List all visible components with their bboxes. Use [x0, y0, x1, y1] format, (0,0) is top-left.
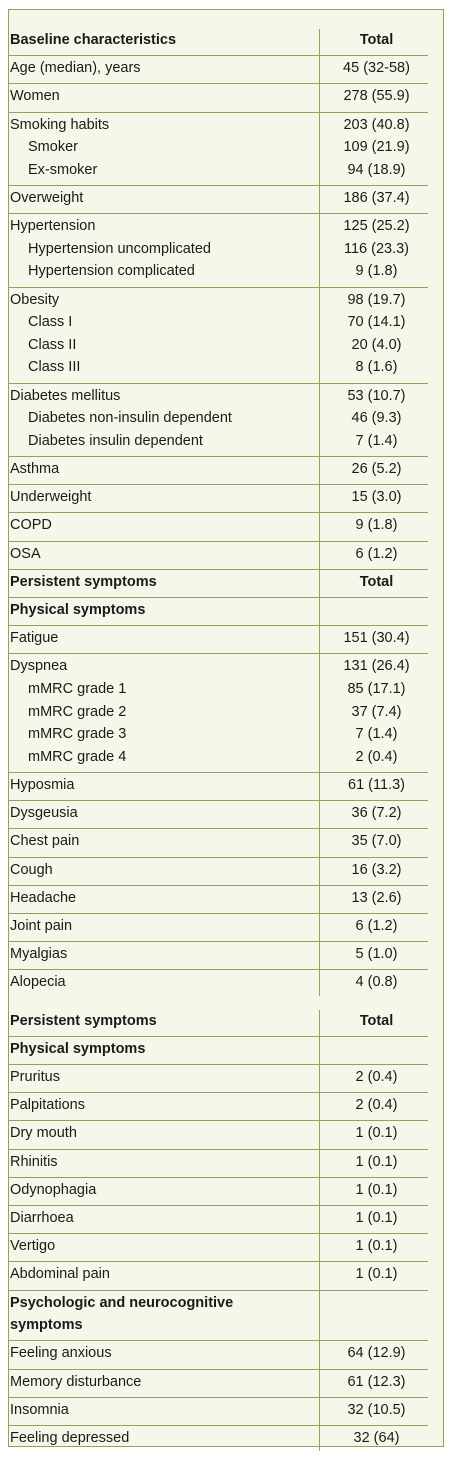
table-row — [8, 971, 428, 999]
table-row — [8, 1094, 428, 1122]
row-value: 6 (1.2) — [355, 918, 398, 934]
row-sublabel: Class I — [28, 314, 73, 331]
row-label: Joint pain — [10, 918, 73, 934]
row-label: Feeling anxious — [10, 1345, 112, 1362]
row-separator — [8, 941, 428, 942]
row-separator — [8, 1036, 428, 1037]
row-separator — [8, 541, 428, 542]
row-value: 9 (1.8) — [355, 517, 398, 534]
row-value: 203 (40.8) — [343, 116, 410, 133]
row-value: 6 (1.2) — [355, 545, 398, 562]
table-row — [8, 1151, 428, 1179]
table-row — [8, 1179, 428, 1207]
row-value: 5 (1.0) — [355, 946, 398, 963]
row-value: 46 (9.3) — [351, 410, 402, 427]
table-row — [8, 85, 428, 113]
row-sublabel: Class II — [28, 336, 77, 353]
row-value: 94 (18.9) — [347, 161, 406, 178]
table-row — [8, 1399, 428, 1427]
table-row — [8, 29, 428, 57]
row-separator — [8, 512, 428, 513]
row-sublabel: Diabetes non-insulin dependent — [28, 410, 232, 427]
row-value: 61 (12.3) — [347, 1373, 406, 1390]
row-separator — [8, 913, 428, 914]
row-separator — [8, 1149, 428, 1150]
table-row — [8, 1207, 428, 1235]
row-value: 8 (1.6) — [355, 359, 398, 376]
table-row — [8, 1038, 428, 1066]
row-separator — [8, 1425, 428, 1426]
row-separator — [8, 1261, 428, 1262]
row-sublabel: Diabetes insulin dependent — [28, 432, 203, 449]
table-row — [8, 1371, 428, 1399]
row-label: Physical symptoms — [10, 602, 146, 618]
row-value: 7 (1.4) — [355, 726, 398, 743]
row-separator — [8, 185, 428, 186]
row-value: 16 (3.2) — [351, 861, 402, 878]
table-row — [8, 114, 428, 187]
table-row — [8, 887, 428, 915]
row-separator — [8, 1397, 428, 1398]
row-value: 9 (1.8) — [355, 263, 398, 280]
row-value: Total — [359, 573, 394, 590]
row-label: Underweight — [10, 489, 92, 506]
row-value: 7 (1.4) — [355, 432, 398, 449]
row-value: 278 (55.9) — [343, 88, 410, 105]
row-sublabel: mMRC grade 1 — [28, 680, 127, 697]
row-value: 109 (21.9) — [343, 139, 410, 156]
row-sublabel: Smoker — [28, 139, 78, 156]
table-row — [8, 830, 428, 858]
row-separator — [8, 1205, 428, 1206]
table-row — [8, 458, 428, 486]
row-label: Psychologic and neurocognitive — [10, 1294, 234, 1311]
row-value: 20 (4.0) — [351, 336, 402, 353]
row-label: OSA — [10, 545, 41, 562]
row-value: 32 (64) — [353, 1430, 400, 1446]
row-separator — [8, 1092, 428, 1093]
row-separator — [8, 287, 428, 288]
row-sublabel: Class III — [28, 359, 81, 376]
table-row — [8, 1010, 428, 1038]
row-label: Dysgeusia — [10, 805, 78, 822]
row-label: Dry mouth — [10, 1125, 77, 1142]
row-value: Total — [359, 1012, 394, 1029]
row-sublabel: mMRC grade 2 — [28, 703, 127, 720]
column-divider — [319, 1010, 320, 1452]
row-separator — [8, 1369, 428, 1370]
row-sublabel: Hypertension uncomplicated — [28, 240, 211, 257]
table-row — [8, 774, 428, 802]
row-label: Persistent symptoms — [10, 573, 157, 590]
row-separator — [8, 828, 428, 829]
row-separator — [8, 1120, 428, 1121]
row-separator — [8, 772, 428, 773]
row-separator — [8, 1340, 428, 1341]
row-separator — [8, 969, 428, 970]
table-row — [8, 187, 428, 215]
row-label: Diarrhoea — [10, 1210, 74, 1226]
row-separator — [8, 885, 428, 886]
row-label: Physical symptoms — [10, 1040, 146, 1057]
row-separator — [8, 112, 428, 113]
row-value: Total — [359, 32, 394, 48]
row-label: COPD — [10, 517, 52, 534]
table-row — [8, 385, 428, 458]
row-label: Chest pain — [10, 833, 80, 850]
row-separator — [8, 800, 428, 801]
row-value: 1 (0.1) — [355, 1266, 398, 1283]
row-value: 32 (10.5) — [347, 1401, 406, 1418]
row-separator — [8, 83, 428, 84]
row-separator — [8, 1290, 428, 1291]
row-label: Cough — [10, 861, 53, 878]
row-separator — [8, 1064, 428, 1065]
row-label: Feeling depressed — [10, 1430, 130, 1446]
row-label: Baseline characteristics — [10, 32, 177, 48]
row-value: 37 (7.4) — [351, 703, 402, 720]
row-label: Vertigo — [10, 1238, 56, 1255]
row-value: 1 (0.1) — [355, 1210, 398, 1226]
row-separator — [8, 597, 428, 598]
row-label: Odynophagia — [10, 1181, 97, 1198]
row-separator — [8, 653, 428, 654]
row-label: Age (median), years — [10, 60, 141, 77]
row-value: 116 (23.3) — [343, 240, 410, 257]
table-row — [8, 1263, 428, 1291]
table-row — [8, 289, 428, 385]
row-value: 53 (10.7) — [347, 387, 406, 404]
table-row — [8, 514, 428, 542]
row-separator — [8, 484, 428, 485]
table-row — [8, 543, 428, 571]
table-row — [8, 1122, 428, 1150]
row-value: 64 (12.9) — [347, 1345, 406, 1362]
row-value: 13 (2.6) — [351, 889, 402, 906]
row-value: 131 (26.4) — [343, 658, 410, 675]
row-label: Smoking habits — [10, 116, 110, 133]
row-label: Palpitations — [10, 1097, 85, 1114]
row-separator — [8, 625, 428, 626]
row-label: Fatigue — [10, 630, 59, 647]
row-value: 1 (0.1) — [355, 1238, 398, 1255]
row-value: 125 (25.2) — [343, 218, 410, 235]
row-value: 1 (0.1) — [355, 1181, 398, 1198]
row-label: Memory disturbance — [10, 1373, 142, 1390]
row-separator — [8, 1177, 428, 1178]
row-value: 4 (0.8) — [355, 974, 398, 991]
row-separator — [8, 456, 428, 457]
row-label: Rhinitis — [10, 1153, 58, 1170]
row-value: 2 (0.4) — [355, 748, 398, 765]
table-row — [8, 486, 428, 514]
row-label: Insomnia — [10, 1401, 69, 1418]
table-row — [8, 215, 428, 288]
row-label: Diabetes mellitus — [10, 387, 121, 404]
row-separator — [8, 569, 428, 570]
row-sublabel: mMRC grade 3 — [28, 726, 127, 743]
row-value: 85 (17.1) — [347, 680, 406, 697]
table-row — [8, 599, 428, 627]
row-value: 26 (5.2) — [351, 461, 402, 477]
table-row — [8, 655, 428, 774]
row-value: 186 (37.4) — [343, 190, 410, 206]
table-row — [8, 1342, 428, 1370]
table-row — [8, 571, 428, 599]
table-row — [8, 859, 428, 887]
row-value: 70 (14.1) — [347, 314, 406, 331]
column-divider — [319, 29, 320, 996]
table-row — [8, 1427, 428, 1455]
table-row — [8, 915, 428, 943]
row-value: 98 (19.7) — [347, 291, 406, 308]
row-label: Hyposmia — [10, 777, 75, 793]
row-separator — [8, 55, 428, 56]
row-label: Asthma — [10, 461, 60, 477]
table-row — [8, 802, 428, 830]
row-separator — [8, 1233, 428, 1234]
row-label: Abdominal pain — [10, 1266, 110, 1283]
row-label: Hypertension — [10, 218, 96, 235]
row-label: Pruritus — [10, 1069, 60, 1085]
row-value: 45 (32-58) — [343, 60, 410, 77]
row-label: Persistent symptoms — [10, 1012, 157, 1029]
row-value: 151 (30.4) — [343, 630, 410, 647]
table-row — [8, 57, 428, 85]
row-separator — [8, 857, 428, 858]
row-sublabel: mMRC grade 4 — [28, 748, 127, 765]
row-label: Dyspnea — [10, 658, 68, 675]
row-value: 2 (0.4) — [355, 1097, 398, 1114]
row-value: 36 (7.2) — [351, 805, 402, 822]
row-value: 35 (7.0) — [351, 833, 402, 850]
row-value: 1 (0.1) — [355, 1125, 398, 1142]
row-separator — [8, 213, 428, 214]
row-label: Myalgias — [10, 946, 68, 963]
row-label: Alopecia — [10, 974, 66, 991]
row-value: 61 (11.3) — [348, 777, 405, 793]
table-row — [8, 943, 428, 971]
row-value: 2 (0.4) — [355, 1069, 398, 1085]
table-row — [8, 1235, 428, 1263]
row-separator — [8, 383, 428, 384]
table-row — [8, 627, 428, 655]
row-label: Overweight — [10, 190, 84, 206]
table-row — [8, 1292, 428, 1343]
row-value: 1 (0.1) — [355, 1153, 398, 1170]
row-label: Women — [10, 88, 60, 105]
row-sublabel: Ex-smoker — [28, 161, 98, 178]
table-row — [8, 1066, 428, 1094]
row-label: symptoms — [10, 1317, 83, 1334]
row-label: Headache — [10, 889, 77, 906]
row-sublabel: Hypertension complicated — [28, 263, 195, 280]
row-value: 15 (3.0) — [351, 489, 402, 506]
row-label: Obesity — [10, 291, 60, 308]
